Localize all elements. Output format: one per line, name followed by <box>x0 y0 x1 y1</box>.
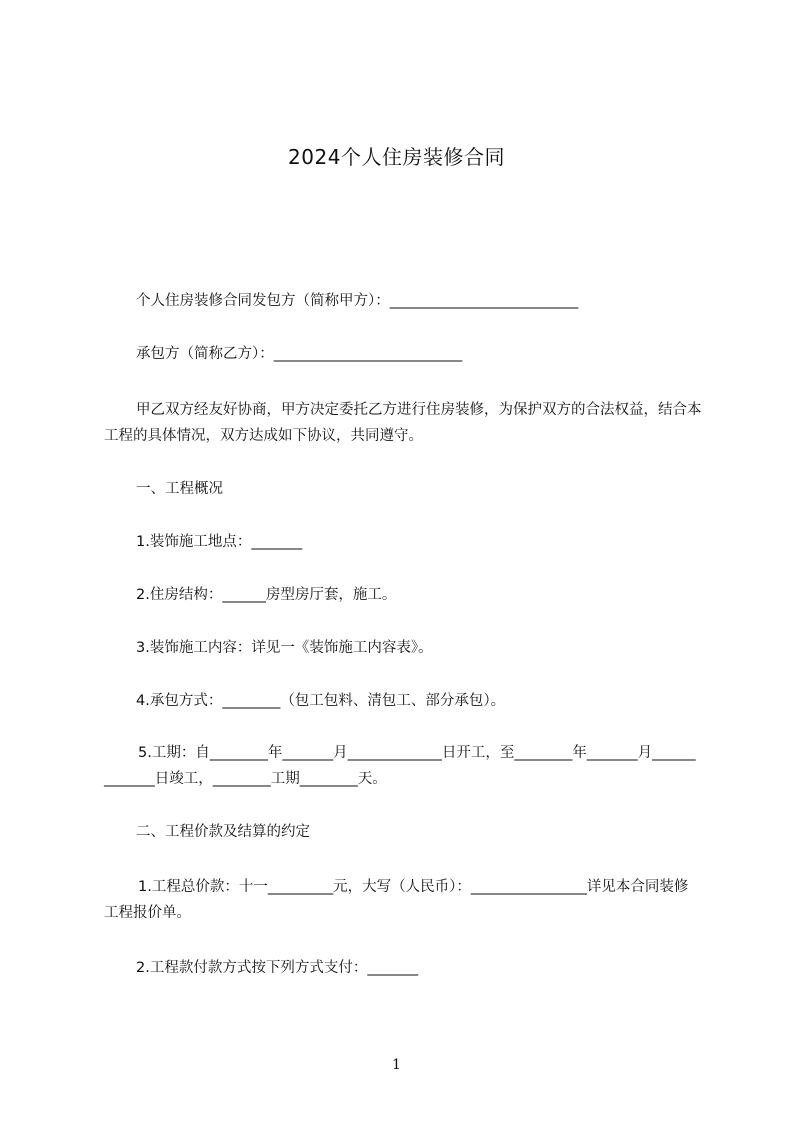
section1-item-5: 5.工期：自________年_______月_____________日开工，至________年_______月_____________日竣工，________工期________天。 <box>104 745 696 787</box>
section2-heading: 二、工程价款及结算的约定 <box>136 824 310 840</box>
party-b-line: 承包方（简称乙方）：__________________________ <box>136 346 463 362</box>
party-a-line: 个人住房装修合同发包方（简称甲方）：__________________________ <box>136 293 579 309</box>
section1-item-4: 4.承包方式：________（包工包料、清包工、部分承包）。 <box>136 693 506 709</box>
section1-item-2: 2.住房结构：______房型房厅套，施工。 <box>136 587 397 603</box>
intro-paragraph: 甲乙双方经友好协商，甲方决定委托乙方进行住房装修，为保护双方的合法权益，结合本工程的具体情况，双方达成如下协议，共同遵守。 <box>104 402 702 444</box>
page-number: 1 <box>392 1057 401 1073</box>
section2-item-2: 2.工程款付款方式按下列方式支付：_______ <box>136 960 419 976</box>
section1-item-1: 1.装饰施工地点：_______ <box>136 534 303 550</box>
section1-item-3: 3.装饰施工内容：详见一《装饰施工内容表》。 <box>136 640 433 656</box>
document-title: 2024个人住房装修合同 <box>288 145 505 169</box>
section2-item-1: 1.工程总价款：十一_________元，大写（人民币）：________________详见本合同装修工程报价单。 <box>104 879 689 921</box>
section1-heading: 一、工程概况 <box>136 481 223 497</box>
